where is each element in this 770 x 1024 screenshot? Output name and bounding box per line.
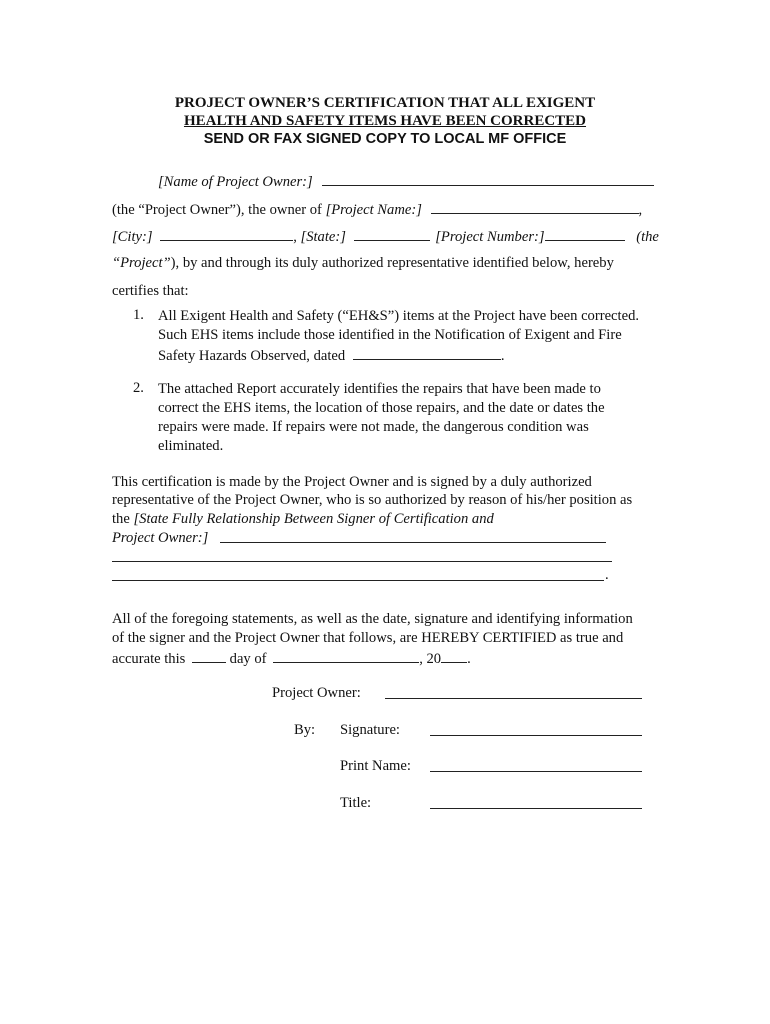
state-field[interactable] [354,226,430,241]
project-number-field[interactable] [545,226,625,241]
project-label: “Project” [112,255,171,271]
item-2-line-1: The attached Report accurately identifies the repairs that have been made to [158,381,601,397]
relationship-period: . [605,567,609,583]
project-number-label: [Project Number:] [435,229,545,245]
print-name-label: Print Name: [340,758,411,774]
project-owner-label: Project Owner: [272,685,361,701]
the-label: (the [636,229,659,245]
relationship-label: [State Fully Relationship Between Signer of Certification and [133,511,494,527]
state-label: [State:] [300,229,346,245]
foregoing-line-1: All of the foregoing statements, as well as the date, signature and identifying information [112,611,633,627]
project-definition-line [112,254,614,272]
representative-text: ), by and through its duly authorized representative identified below, hereby [170,255,614,271]
relationship-label-end: Project Owner:] [112,530,209,546]
intro-owner-text: (the “Project Owner”), the owner of [112,202,326,218]
foregoing-line-2: of the signer and the Project Owner that follows, are HEREBY CERTIFIED as true and [112,630,624,646]
item-1-line-1: All Exigent Health and Safety (“EH&S”) items at the Project have been corrected. [158,308,640,324]
year-field[interactable] [441,648,467,663]
project-name-line [112,199,642,219]
project-name-label: [Project Name:] [325,202,422,218]
month-field[interactable] [273,648,419,663]
print-name-field[interactable] [430,771,642,772]
title-field[interactable] [430,808,642,809]
location-line [112,226,659,246]
item-2-number: 2. [133,380,144,396]
relationship-field-line-3[interactable] [112,580,604,581]
owner-name-label: [Name of Project Owner:] [158,174,313,190]
year-prefix-text: , 20 [419,651,442,667]
signature-field[interactable] [430,735,642,736]
cert-para-line-1: This certification is made by the Project Owner and is signed by a duly authorized [112,474,592,490]
signature-label: Signature: [340,722,400,738]
item-1-number: 1. [133,307,144,323]
owner-name-line [158,171,654,191]
title-line-2: HEALTH AND SAFETY ITEMS HAVE BEEN CORRECTED [183,113,587,129]
city-label: [City:] [112,229,153,245]
item-1-period: . [500,348,505,364]
foregoing-line-3 [112,648,471,668]
accurate-this-text: accurate this [112,651,186,667]
item-2-line-3: repairs were made. If repairs were not made, the dangerous condition was [158,419,589,435]
item-2-line-2: correct the EHS items, the location of those repairs, and the date or dates the [158,400,605,416]
cert-para-line-3 [112,510,494,528]
project-name-comma: , [638,202,643,218]
title-line-3: SEND OR FAX SIGNED COPY TO LOCAL MF OFFICE [203,131,567,147]
item-1-line-3 [158,345,505,365]
item-1-line-2: Such EHS items include those identified in the Notification of Exigent and Fire [158,327,622,343]
cert-para-line-2: representative of the Project Owner, who is so authorized by reason of his/her position as [112,492,633,508]
title-label: Title: [340,795,372,811]
cert-para-the: the [112,511,134,527]
day-of-text: day of [229,651,267,667]
by-label: By: [294,722,316,738]
item-1-dated-text: Safety Hazards Observed, dated [158,348,346,364]
item-2-line-4: eliminated. [158,438,224,454]
owner-name-field[interactable] [322,171,654,186]
relationship-field-line-2[interactable] [112,561,612,562]
notification-date-field[interactable] [353,345,501,360]
day-number-field[interactable] [192,648,226,663]
title-line-1: PROJECT OWNER’S CERTIFICATION THAT ALL EXIGENT [174,95,596,111]
city-field[interactable] [160,226,293,241]
certifies-line: certifies that: [112,283,189,299]
cert-para-line-4 [112,529,208,547]
date-period: . [467,651,471,667]
project-owner-field[interactable] [385,698,642,699]
relationship-field-line-1[interactable] [220,542,606,543]
city-comma: , [293,229,297,245]
project-name-field[interactable] [431,199,639,214]
